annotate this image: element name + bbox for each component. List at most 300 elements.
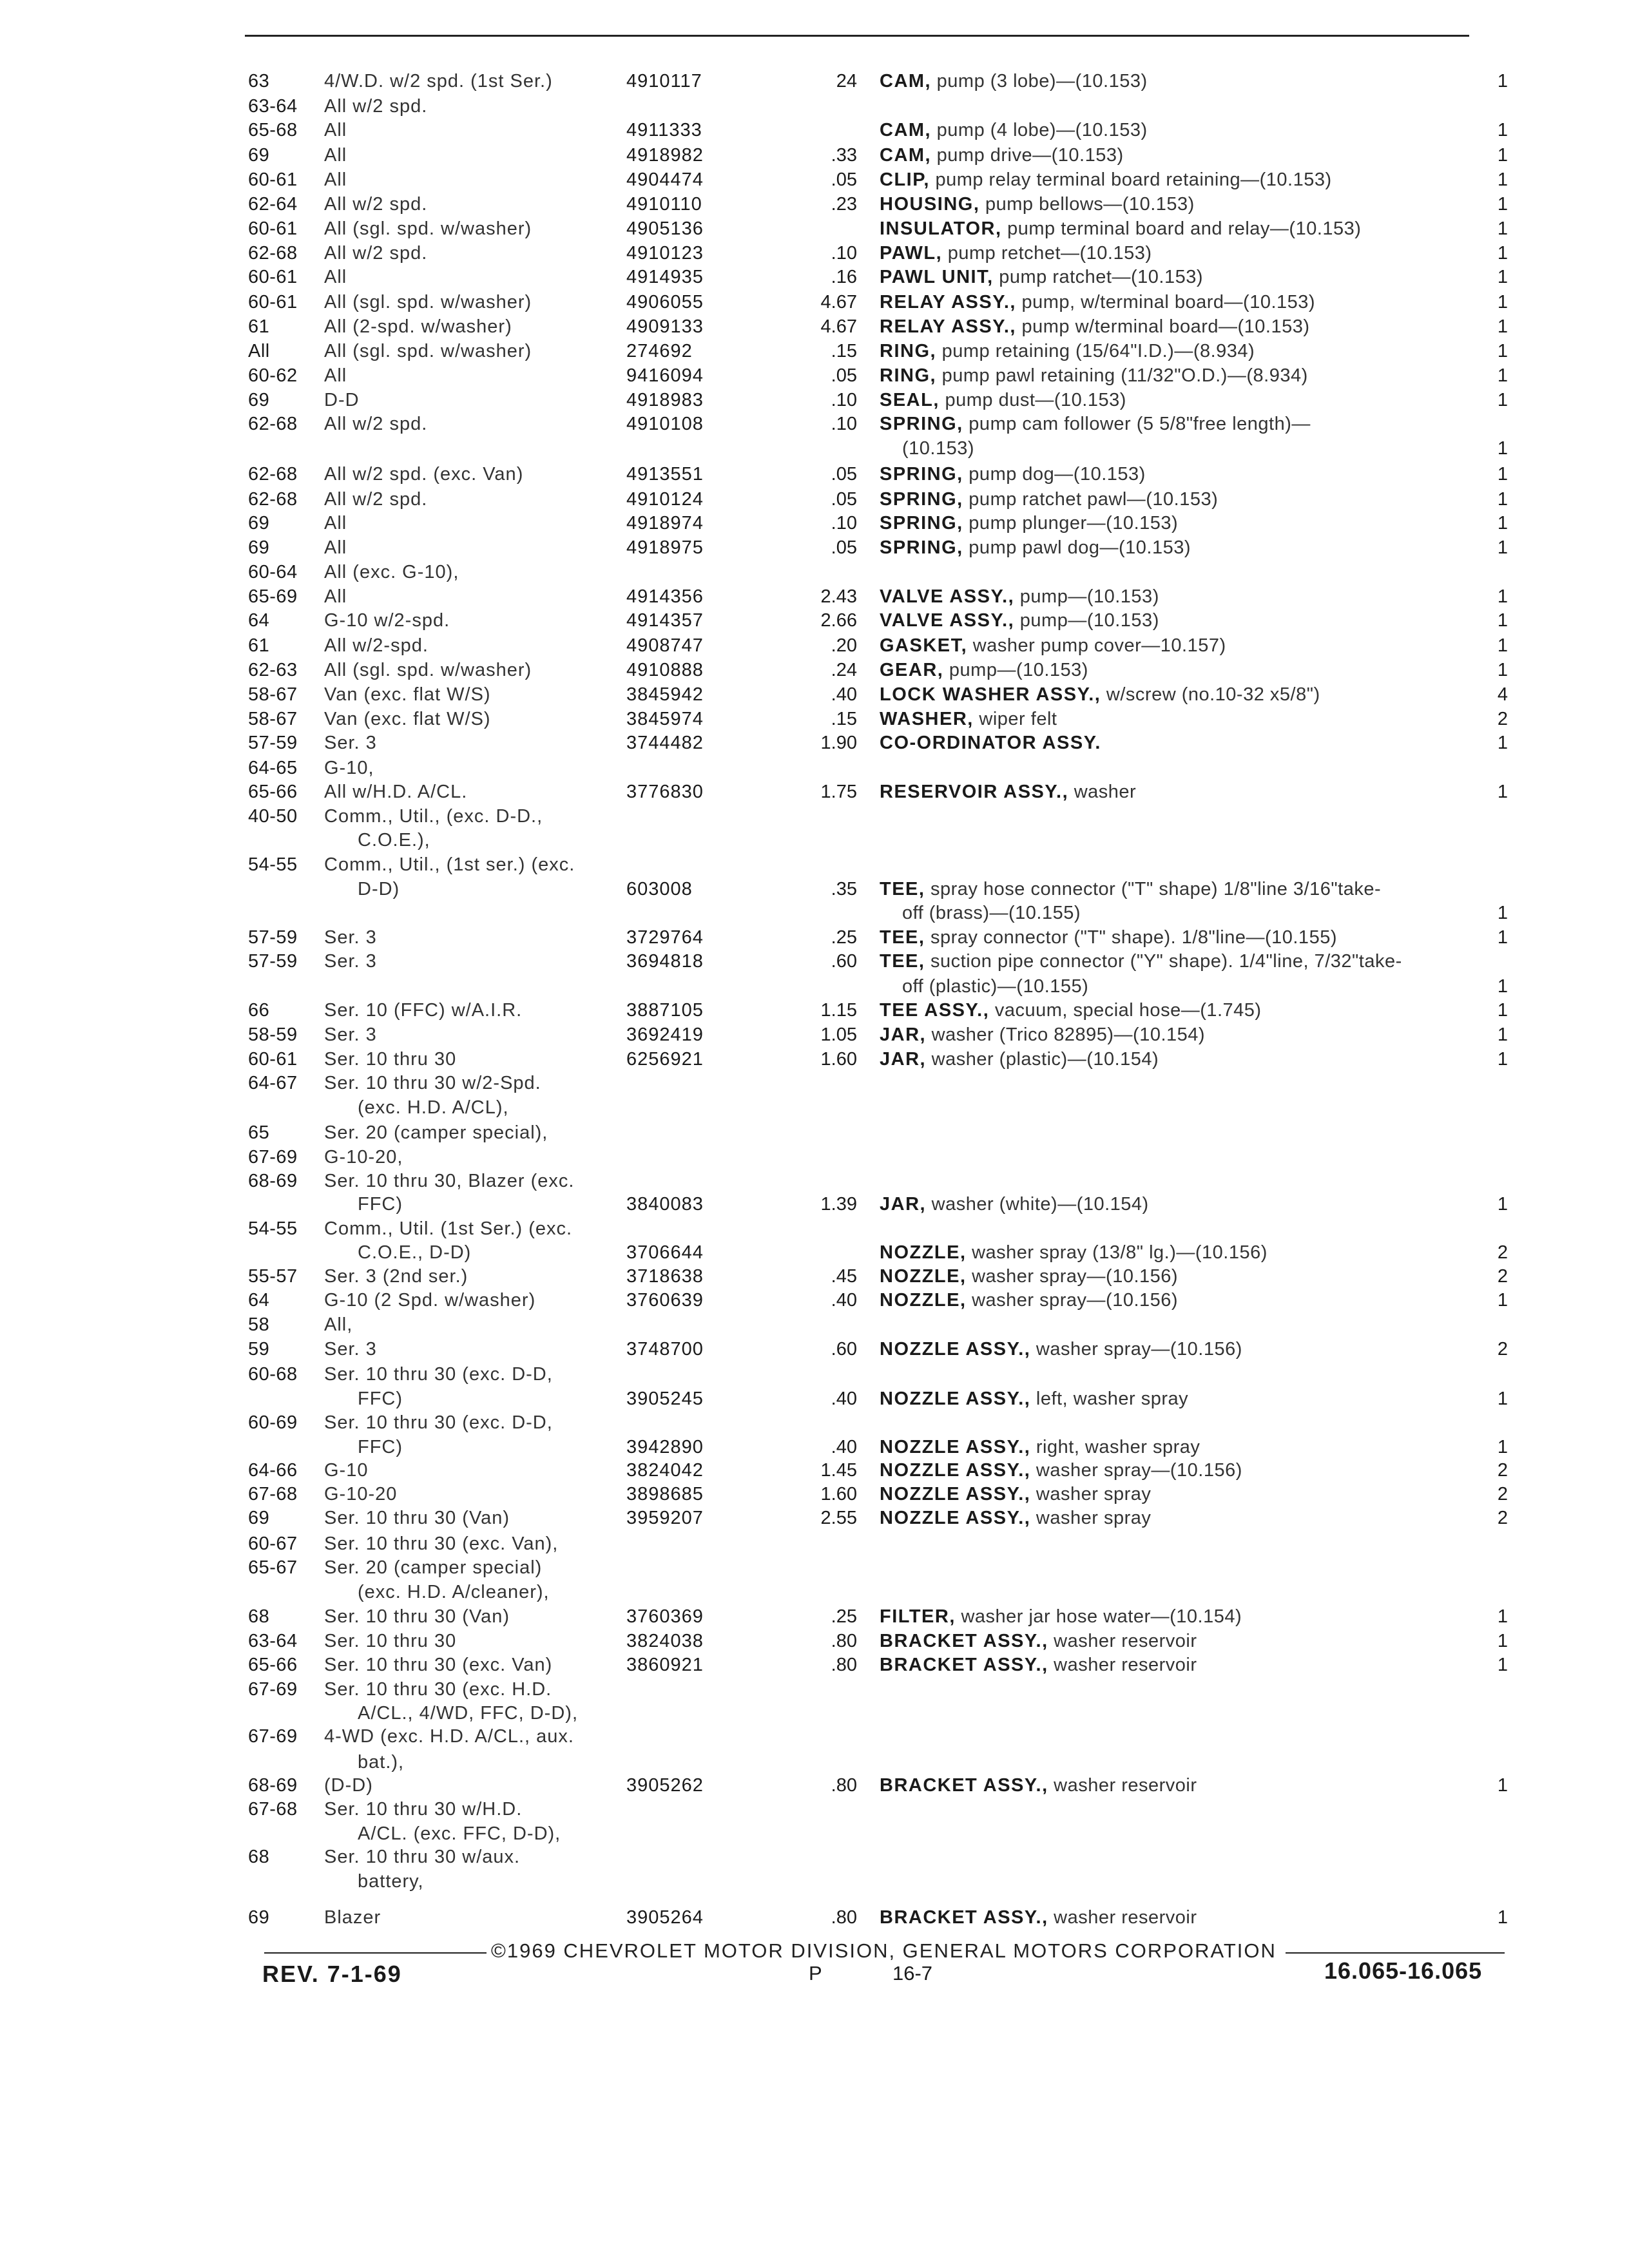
footer-rule-left <box>264 1952 487 1954</box>
model-application: G-10 <box>324 1460 369 1481</box>
model-application: All w/2 spd. <box>324 194 428 215</box>
model-year: 57-59 <box>248 951 298 972</box>
part-price: 1.15 <box>820 1000 857 1021</box>
quantity: 2 <box>1497 709 1508 729</box>
quantity: 1 <box>1497 1194 1508 1215</box>
part-description <box>880 1435 1498 1459</box>
quantity: 2 <box>1497 1266 1508 1287</box>
model-application: All w/2 spd. (exc. Van) <box>324 464 524 485</box>
part-number: 3905264 <box>626 1907 704 1928</box>
model-year: 58-59 <box>248 1024 298 1045</box>
part-number: 9416094 <box>626 365 704 386</box>
part-detail: pump retchet—(10.153) <box>942 243 1152 264</box>
part-description <box>880 118 1498 142</box>
part-detail: pump pawl retaining (11/32"O.D.)—(8.934) <box>936 365 1308 386</box>
part-description <box>880 1240 1498 1265</box>
part-description <box>880 731 1498 755</box>
list-item <box>0 339 1629 363</box>
model-application: Ser. 10 (FFC) w/A.I.R. <box>324 1000 523 1021</box>
part-number: 3887105 <box>626 1000 704 1021</box>
part-name: NOZZLE ASSY., <box>880 1389 1031 1409</box>
part-name: NOZZLE, <box>880 1242 967 1263</box>
part-detail: off (plastic)—(10.155) <box>902 976 1089 997</box>
part-detail: washer reservoir <box>1048 1631 1197 1651</box>
quantity: 1 <box>1497 635 1508 656</box>
part-name: VALVE ASSY., <box>880 610 1015 631</box>
model-application: Ser. 10 thru 30 w/H.D. <box>324 1799 523 1820</box>
model-year: 58-67 <box>248 709 298 729</box>
part-name: CLIP, <box>880 169 930 190</box>
part-name: SPRING, <box>880 489 963 510</box>
model-application: All <box>324 513 347 533</box>
list-item <box>0 682 1629 707</box>
part-price: .05 <box>831 489 857 510</box>
part-detail: pump—(10.153) <box>943 660 1088 680</box>
quantity: 4 <box>1497 684 1508 705</box>
part-detail: washer spray (13/8" lg.)—(10.156) <box>966 1242 1268 1263</box>
model-application: G-10-20, <box>324 1147 403 1168</box>
part-description <box>880 265 1498 289</box>
part-description <box>880 1288 1498 1312</box>
model-application: G-10 w/2-spd. <box>324 610 450 631</box>
quantity: 1 <box>1497 218 1508 239</box>
model-year: 69 <box>248 1907 270 1928</box>
list-item <box>0 584 1629 609</box>
part-detail: suction pipe connector ("Y" shape). 1/4"line, 7/32"take- <box>925 951 1402 972</box>
part-number: 3694818 <box>626 951 704 972</box>
part-price: 4.67 <box>820 292 857 312</box>
model-year: 62-64 <box>248 194 298 215</box>
list-item <box>0 535 1629 560</box>
model-year: 62-68 <box>248 414 298 434</box>
model-application: All <box>324 537 347 558</box>
part-description <box>880 412 1498 436</box>
model-year: 54-55 <box>248 854 298 875</box>
model-application: All w/2 spd. <box>324 414 428 434</box>
part-description <box>880 462 1498 486</box>
model-application: Comm., Util. (1st Ser.) (exc. <box>324 1218 573 1239</box>
part-description <box>880 1458 1498 1483</box>
model-application: Ser. 10 thru 30 <box>324 1049 457 1070</box>
part-number: 3942890 <box>626 1437 704 1457</box>
part-detail: pump bellows—(10.153) <box>979 194 1195 215</box>
model-year: 60-69 <box>248 1412 298 1433</box>
model-application: Ser. 10 thru 30 (exc. H.D. <box>324 1679 552 1700</box>
part-detail: pump drive—(10.153) <box>931 145 1124 166</box>
list-item <box>0 487 1629 512</box>
model-application: D-D) <box>358 879 400 899</box>
part-name: TEE ASSY., <box>880 1000 990 1021</box>
list-item <box>0 412 1629 436</box>
model-year: 65 <box>248 1122 270 1143</box>
quantity: 1 <box>1497 1000 1508 1021</box>
model-application: FFC) <box>358 1437 403 1457</box>
part-price: .35 <box>831 879 857 899</box>
part-price: .80 <box>831 1907 857 1928</box>
model-application: Ser. 3 <box>324 733 377 753</box>
model-year: 60-61 <box>248 267 298 287</box>
part-name: TEE, <box>880 927 925 948</box>
part-number: 4905136 <box>626 218 704 239</box>
part-detail: washer reservoir <box>1048 1655 1197 1675</box>
part-description <box>880 877 1498 901</box>
part-number: 3729764 <box>626 927 704 948</box>
quantity: 2 <box>1497 1339 1508 1360</box>
part-detail: pump, w/terminal board—(10.153) <box>1016 292 1316 312</box>
model-year: 68-69 <box>248 1171 298 1191</box>
part-price: .15 <box>831 709 857 729</box>
part-description <box>880 1337 1498 1361</box>
part-detail: pump terminal board and relay—(10.153) <box>1001 218 1362 239</box>
part-name: GEAR, <box>880 660 944 680</box>
list-item <box>0 925 1629 950</box>
model-application: C.O.E., D-D) <box>358 1242 472 1263</box>
quantity: 1 <box>1497 267 1508 287</box>
part-detail: washer <box>1068 782 1137 802</box>
part-description <box>880 584 1498 609</box>
model-application: Ser. 10 thru 30 w/aux. <box>324 1847 521 1867</box>
part-detail: pump ratchet—(10.153) <box>993 267 1203 287</box>
quantity: 1 <box>1497 1606 1508 1627</box>
model-year: 60-62 <box>248 365 298 386</box>
part-number: 3706644 <box>626 1242 704 1263</box>
model-year: 58 <box>248 1314 270 1335</box>
part-price: .10 <box>831 390 857 410</box>
model-application: All, <box>324 1314 353 1335</box>
model-year: All <box>248 341 270 361</box>
model-application: Ser. 3 <box>324 1024 377 1045</box>
model-year: 61 <box>248 316 270 337</box>
part-price: .05 <box>831 169 857 190</box>
part-number: 3760639 <box>626 1290 704 1311</box>
list-item <box>0 363 1629 388</box>
part-number: 3898685 <box>626 1484 704 1504</box>
list-item <box>0 608 1629 633</box>
part-number: 4910124 <box>626 489 704 510</box>
quantity: 2 <box>1497 1484 1508 1504</box>
list-item <box>0 756 1629 780</box>
model-application: 4/W.D. w/2 spd. (1st Ser.) <box>324 71 553 91</box>
part-name: CAM, <box>880 145 932 166</box>
part-detail: pump dog—(10.153) <box>963 464 1146 485</box>
model-application: Ser. 3 <box>324 951 377 972</box>
top-rule <box>245 35 1469 37</box>
part-number: 4911333 <box>626 120 702 140</box>
model-year: 58-67 <box>248 684 298 705</box>
part-description <box>880 1773 1498 1798</box>
quantity: 1 <box>1497 365 1508 386</box>
part-price: .23 <box>831 194 857 215</box>
part-price: 2.43 <box>820 586 857 607</box>
model-year: 67-69 <box>248 1147 298 1168</box>
model-application: (D-D) <box>324 1775 373 1796</box>
part-detail: pump cam follower (5 5/8"free length)— <box>963 414 1311 434</box>
model-year: 57-59 <box>248 927 298 948</box>
part-detail: pump dust—(10.153) <box>939 390 1126 410</box>
list-item <box>0 1216 1629 1241</box>
model-application: All <box>324 267 347 287</box>
model-application: Van (exc. flat W/S) <box>324 684 491 705</box>
part-description <box>880 608 1498 633</box>
part-detail: pump—(10.153) <box>1014 586 1159 607</box>
list-item <box>0 1023 1629 1047</box>
part-price: .40 <box>831 1389 857 1409</box>
page-number: 16-7 <box>892 1962 933 1984</box>
part-name: RING, <box>880 365 937 386</box>
part-detail: washer reservoir <box>1048 1907 1197 1928</box>
quantity: 1 <box>1497 782 1508 802</box>
quantity: 1 <box>1497 169 1508 190</box>
part-description <box>880 1023 1498 1047</box>
list-item <box>0 143 1629 168</box>
part-number: 4904474 <box>626 169 704 190</box>
model-application: Blazer <box>324 1907 381 1928</box>
list-item <box>0 511 1629 535</box>
part-detail: (10.153) <box>902 438 975 459</box>
model-application: All w/2 spd. <box>324 489 428 510</box>
part-number: 3905245 <box>626 1389 704 1409</box>
part-description <box>880 949 1498 974</box>
list-item <box>0 974 1629 999</box>
part-detail: pump (4 lobe)—(10.153) <box>931 120 1148 140</box>
part-price: .33 <box>831 145 857 166</box>
part-price: .10 <box>831 414 857 434</box>
list-item <box>0 241 1629 265</box>
list-item <box>0 1169 1629 1193</box>
list-item <box>0 192 1629 216</box>
model-application: D-D <box>324 390 360 410</box>
list-item <box>0 168 1629 192</box>
part-price: 1.39 <box>820 1194 857 1215</box>
part-price: 1.90 <box>820 733 857 753</box>
model-year: 61 <box>248 635 270 656</box>
part-number: 4914935 <box>626 267 704 287</box>
part-price: .25 <box>831 1606 857 1627</box>
part-number: 3760369 <box>626 1606 704 1627</box>
part-detail: wiper felt <box>973 709 1057 729</box>
part-detail: washer spray—(10.156) <box>966 1290 1179 1311</box>
part-price: .05 <box>831 464 857 485</box>
part-detail: spray connector ("T" shape). 1/8"line—(10.155) <box>925 927 1337 948</box>
part-number: 603008 <box>626 879 693 899</box>
part-price: .80 <box>831 1775 857 1796</box>
list-item <box>0 1240 1629 1265</box>
quantity: 1 <box>1497 513 1508 533</box>
part-name: CO-ORDINATOR ASSY. <box>880 733 1101 753</box>
part-detail: off (brass)—(10.155) <box>902 903 1081 923</box>
part-detail: pump (3 lobe)—(10.153) <box>931 71 1148 91</box>
model-application: Ser. 10 thru 30 (exc. D-D, <box>324 1412 553 1433</box>
quantity: 1 <box>1497 341 1508 361</box>
part-number: 3845942 <box>626 684 704 705</box>
part-number: 3748700 <box>626 1339 704 1360</box>
part-description <box>880 388 1498 412</box>
part-price: .10 <box>831 513 857 533</box>
model-year: 60-68 <box>248 1364 298 1385</box>
list-item <box>0 69 1629 93</box>
part-name: CAM, <box>880 71 932 91</box>
part-price: .60 <box>831 951 857 972</box>
part-description <box>880 216 1498 241</box>
model-application: C.O.E.), <box>358 830 430 850</box>
part-detail: washer spray—(10.156) <box>1030 1339 1242 1360</box>
part-name: RELAY ASSY., <box>880 316 1016 337</box>
quantity: 2 <box>1497 1508 1508 1528</box>
part-name: LOCK WASHER ASSY., <box>880 684 1101 705</box>
part-name: NOZZLE ASSY., <box>880 1460 1031 1481</box>
part-number: 4906055 <box>626 292 704 312</box>
part-price: 1.05 <box>820 1024 857 1045</box>
part-name: GASKET, <box>880 635 968 656</box>
model-year: 62-68 <box>248 464 298 485</box>
part-price: 1.45 <box>820 1460 857 1481</box>
part-description <box>880 314 1498 339</box>
part-name: VALVE ASSY., <box>880 586 1015 607</box>
list-item <box>0 1192 1629 1216</box>
part-number: 3959207 <box>626 1508 704 1528</box>
list-item <box>0 1532 1629 1556</box>
model-year: 64 <box>248 1290 270 1311</box>
quantity: 1 <box>1497 1389 1508 1409</box>
list-item <box>0 1362 1629 1387</box>
list-item <box>0 1264 1629 1289</box>
model-application: All <box>324 120 347 140</box>
list-item <box>0 658 1629 682</box>
list-item <box>0 265 1629 289</box>
list-item <box>0 462 1629 486</box>
part-description <box>880 780 1498 804</box>
part-number: 3718638 <box>626 1266 704 1287</box>
list-item <box>0 560 1629 584</box>
part-description <box>880 633 1498 658</box>
part-price: 2.55 <box>820 1508 857 1528</box>
list-item <box>0 707 1629 731</box>
part-description <box>880 1387 1498 1411</box>
model-year: 60-61 <box>248 218 298 239</box>
model-year: 67-69 <box>248 1726 298 1747</box>
part-price: .16 <box>831 267 857 287</box>
model-year: 60-61 <box>248 1049 298 1070</box>
part-price: .15 <box>831 341 857 361</box>
part-number: 4918982 <box>626 145 704 166</box>
model-year: 65-69 <box>248 586 298 607</box>
model-application: Ser. 3 <box>324 927 377 948</box>
part-name: SPRING, <box>880 537 963 558</box>
part-name: JAR, <box>880 1049 927 1070</box>
part-number: 3860921 <box>626 1655 704 1675</box>
part-description <box>880 1604 1498 1629</box>
list-item <box>0 118 1629 142</box>
model-year: 63-64 <box>248 96 298 117</box>
part-detail: washer spray—(10.156) <box>966 1266 1179 1287</box>
quantity: 2 <box>1497 1460 1508 1481</box>
model-application: All (sgl. spd. w/washer) <box>324 660 532 680</box>
model-year: 63 <box>248 71 270 91</box>
model-year: 62-68 <box>248 243 298 264</box>
quantity: 1 <box>1497 390 1508 410</box>
part-name: BRACKET ASSY., <box>880 1631 1048 1651</box>
quantity: 1 <box>1497 610 1508 631</box>
list-item <box>0 1120 1629 1145</box>
model-application: All (exc. G-10), <box>324 562 459 582</box>
part-number: 4918983 <box>626 390 704 410</box>
part-name: BRACKET ASSY., <box>880 1907 1048 1928</box>
model-application: Ser. 10 thru 30 (exc. Van) <box>324 1655 553 1675</box>
list-item <box>0 1435 1629 1459</box>
part-number: 3845974 <box>626 709 704 729</box>
list-item <box>0 1629 1629 1653</box>
part-description <box>880 290 1498 314</box>
quantity: 1 <box>1497 292 1508 312</box>
list-item <box>0 1288 1629 1312</box>
part-name: NOZZLE ASSY., <box>880 1339 1031 1360</box>
part-description <box>880 1653 1498 1677</box>
model-year: 60-61 <box>248 169 298 190</box>
list-item <box>0 388 1629 412</box>
model-application: G-10 (2 Spd. w/washer) <box>324 1290 536 1311</box>
list-item <box>0 1071 1629 1095</box>
part-name: RING, <box>880 341 937 361</box>
part-number: 3905262 <box>626 1775 704 1796</box>
part-description <box>880 1482 1498 1506</box>
part-price: .60 <box>831 1339 857 1360</box>
list-item <box>0 1312 1629 1337</box>
part-description <box>880 925 1498 950</box>
part-price: .80 <box>831 1655 857 1675</box>
part-name: SEAL, <box>880 390 940 410</box>
quantity: 2 <box>1497 1242 1508 1263</box>
model-year: 65-66 <box>248 1655 298 1675</box>
part-detail: pump—(10.153) <box>1014 610 1159 631</box>
part-name: NOZZLE ASSY., <box>880 1437 1031 1457</box>
quantity: 1 <box>1497 1437 1508 1457</box>
model-application: battery, <box>358 1871 424 1892</box>
model-year: 64 <box>248 610 270 631</box>
part-description <box>902 974 1521 999</box>
part-detail: washer spray <box>1030 1484 1152 1504</box>
quantity: 1 <box>1497 1631 1508 1651</box>
model-application: (exc. H.D. A/cleaner), <box>358 1582 550 1602</box>
part-description <box>880 339 1498 363</box>
copyright-line: ©1969 CHEVROLET MOTOR DIVISION, GENERAL MOTORS CORPORATION <box>491 1939 1277 1962</box>
list-item <box>0 949 1629 974</box>
part-name: WASHER, <box>880 709 974 729</box>
model-year: 67-68 <box>248 1484 298 1504</box>
part-detail: pump w/terminal board—(10.153) <box>1016 316 1310 337</box>
part-price: .80 <box>831 1631 857 1651</box>
quantity: 1 <box>1497 537 1508 558</box>
part-name: NOZZLE, <box>880 1290 967 1311</box>
part-name: FILTER, <box>880 1606 956 1627</box>
part-detail: washer reservoir <box>1048 1775 1197 1796</box>
part-name: CAM, <box>880 120 932 140</box>
part-name: JAR, <box>880 1194 927 1215</box>
part-description <box>880 707 1498 731</box>
list-item <box>0 1797 1629 1821</box>
part-price: .20 <box>831 635 857 656</box>
part-description <box>880 682 1498 707</box>
list-item <box>0 1047 1629 1072</box>
model-application: All <box>324 365 347 386</box>
model-year: 69 <box>248 537 270 558</box>
model-year: 67-68 <box>248 1799 298 1820</box>
model-year: 60-67 <box>248 1533 298 1554</box>
model-year: 68 <box>248 1606 270 1627</box>
part-detail: washer (Trico 82895)—(10.154) <box>926 1024 1206 1045</box>
quantity: 1 <box>1497 316 1508 337</box>
part-number: 4914356 <box>626 586 704 607</box>
model-year: 69 <box>248 513 270 533</box>
